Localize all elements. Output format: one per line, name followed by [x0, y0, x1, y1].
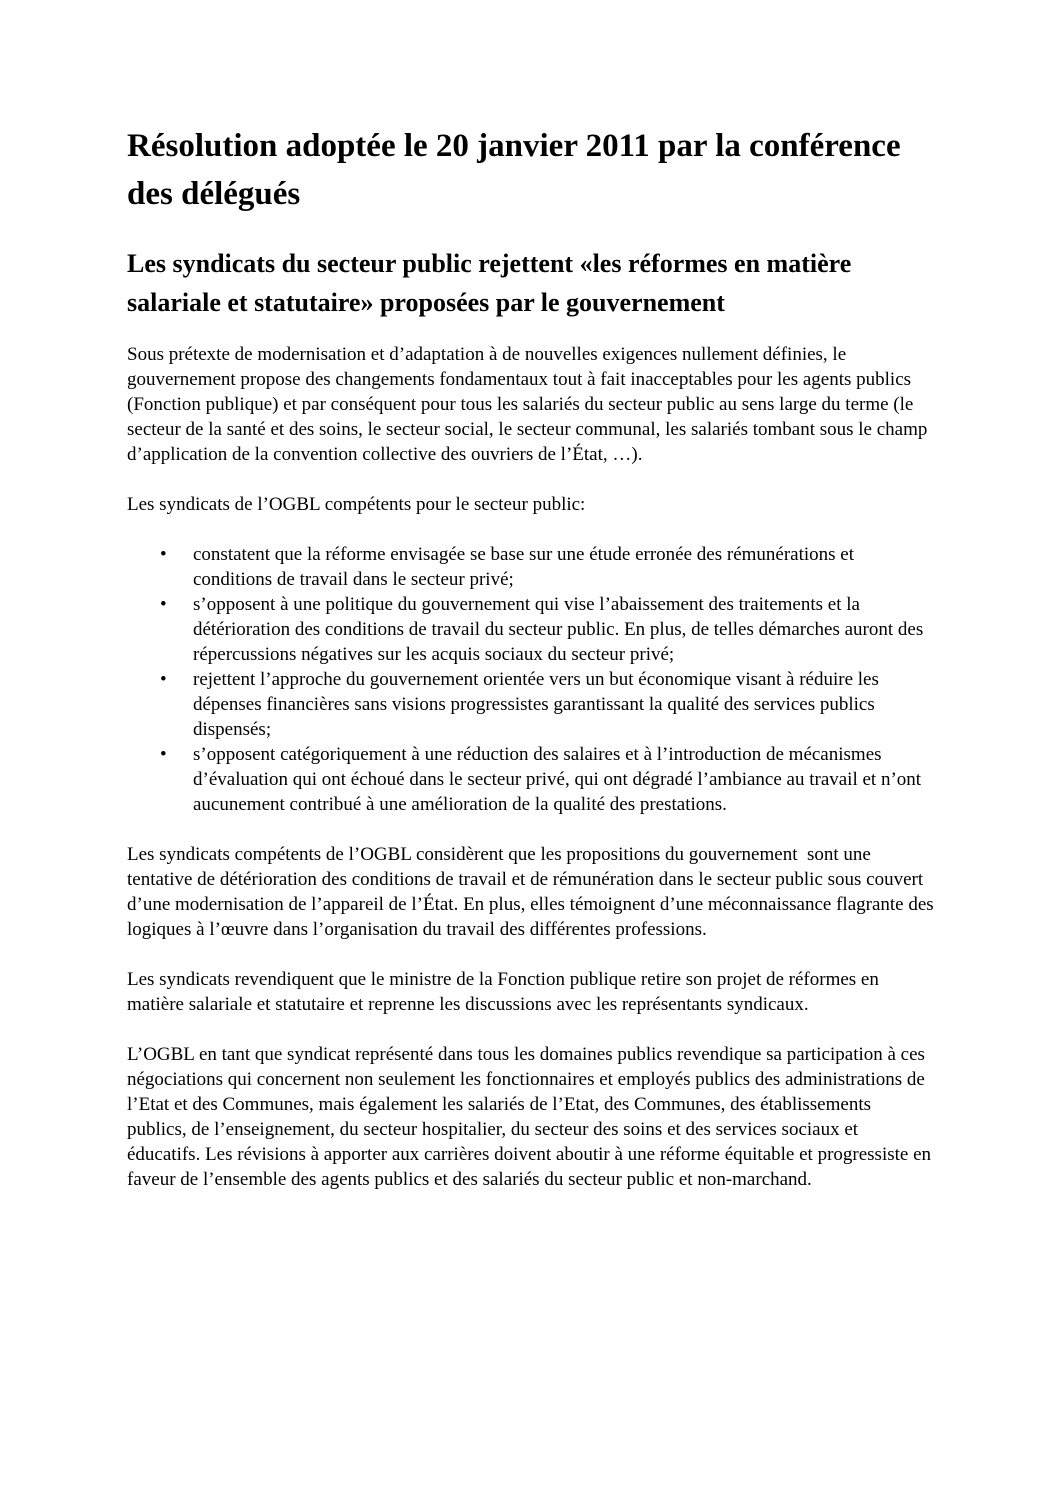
- paragraph-closing: L’OGBL en tant que syndicat représenté dans tous les domaines publics revendique sa participation à ces négociations qui concernent non seulement les fonctionnaires et employés publics des administrations de l’Etat et des Communes, mais également les salariés de l’Etat, des Communes, des établissements publics, de l’enseignement, du secteur hospitalier, du secteur des soins et des services sociaux et éducatifs. Les révisions à apporter aux carrières doivent aboutir à une réforme équitable et progressiste en faveur de l’ensemble des agents publics et des salariés du secteur public et non-marchand.: [127, 1044, 936, 1190]
- paragraph-position: Les syndicats compétents de l’OGBL considèrent que les propositions du gouvernement sont une tentative de détérioration des conditions de travail et de rémunération dans le secteur public sous couvert d’une modernisation de l’appareil de l’État. En plus, elles témoignent d’une méconnaissance flagrante des logiques à l’œuvre dans l’organisation du travail des différentes professions.: [127, 844, 939, 940]
- bullet-item: • rejettent l’approche du gouvernement orientée vers un but économique visant à réduire les dépenses financières sans visions progressistes garantissant la qualité des services publics dispensés;: [193, 667, 935, 742]
- bullet-list: [127, 542, 935, 817]
- paragraph-demand: Les syndicats revendiquent que le ministre de la Fonction publique retire son projet de réformes en matière salariale et statutaire et reprenne les discussions avec les représentants syndicaux.: [127, 969, 884, 1015]
- paragraph-list-intro: Les syndicats de l’OGBL compétents pour le secteur public:: [127, 494, 586, 515]
- bullet-item: • constatent que la réforme envisagée se base sur une étude erronée des rémunérations et conditions de travail dans le secteur privé;: [193, 542, 935, 592]
- paragraph-intro: Sous prétexte de modernisation et d’adaptation à de nouvelles exigences nullement définies, le gouvernement propose des changements fondamentaux tout à fait inacceptables pour les agents publics (Fonction publique) et par conséquent pour tous les salariés du secteur public au sens large du terme (le secteur de la santé et des soins, le secteur social, le secteur communal, les salariés tombant sous le champ d’application de la convention collective des ouvriers de l’État, …).: [127, 344, 933, 465]
- bullet-item: • s’opposent à une politique du gouvernement qui vise l’abaissement des traitements et la détérioration des conditions de travail du secteur public. En plus, de telles démarches auront des répercussions négatives sur les acquis sociaux du secteur privé;: [193, 592, 935, 667]
- document-title: Résolution adoptée le 20 janvier 2011 par la conférence des délégués: [127, 128, 901, 212]
- bullet-item: • s’opposent catégoriquement à une réduction des salaires et à l’introduction de mécanismes d’évaluation qui ont échoué dans le secteur privé, qui ont dégradé l’ambiance au travail et n’ont aucunement contribué à une amélioration de la qualité des prestations.: [193, 742, 935, 817]
- document-subtitle: Les syndicats du secteur public rejettent «les réformes en matière salariale et statutaire» proposées par le gouvernement: [127, 249, 852, 317]
